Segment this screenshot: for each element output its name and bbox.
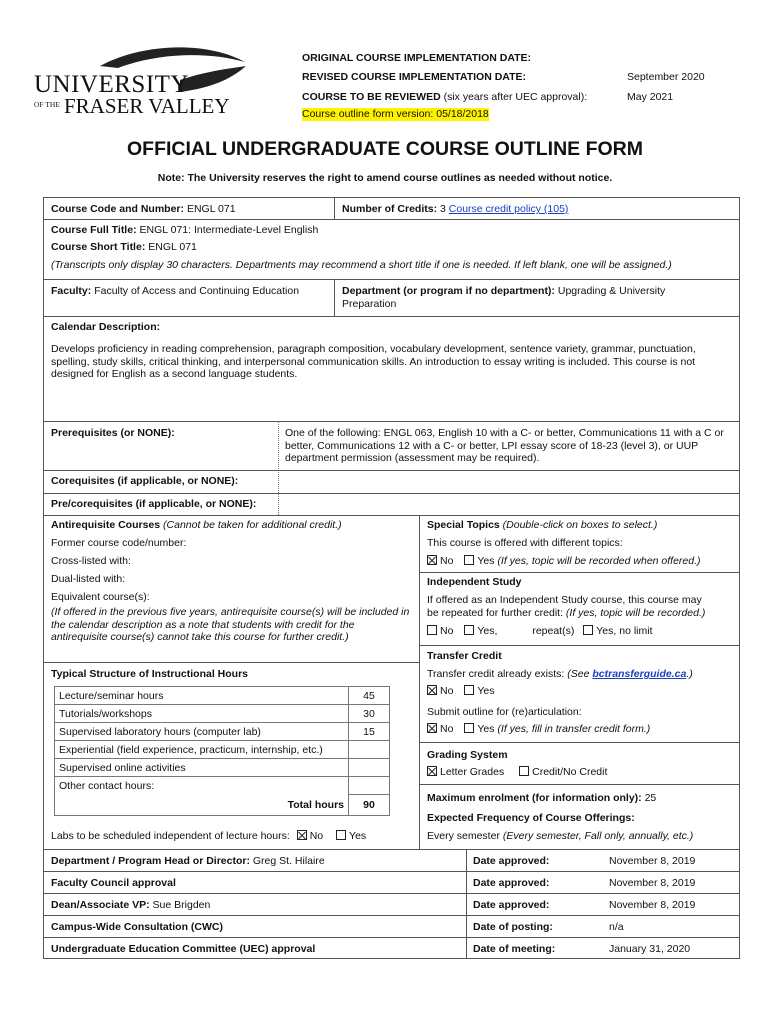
revised-date-label: REVISED COURSE IMPLEMENTATION DATE:	[302, 71, 527, 83]
submit-yes-checkbox[interactable]	[464, 723, 474, 733]
approval-uec: Undergraduate Education Committee (UEC) approval	[51, 943, 316, 955]
review-date-row	[302, 91, 587, 104]
amend-note: Note: The University reserves the right to amend course outlines as needed without notice.	[157, 172, 613, 184]
submit-no-checkbox[interactable]	[427, 723, 437, 733]
transfer-yes-checkbox[interactable]	[464, 685, 474, 695]
coreq-label: Corequisites (if applicable, or NONE):	[51, 475, 239, 487]
antireq-title: Antirequisite Courses (Cannot be taken for additional credit.)	[51, 519, 342, 531]
page-title: OFFICIAL UNDERGRADUATE COURSE OUTLINE FORM	[126, 138, 644, 160]
credit-policy-link[interactable]: Course credit policy (105)	[448, 203, 569, 215]
table-row: Lecture/seminar hours 45	[55, 687, 390, 705]
approval-date-label: Date of posting:	[473, 921, 553, 933]
max-enrolment: Maximum enrolment (for information only): 25	[427, 792, 657, 804]
table-row: Tutorials/workshops 30	[55, 705, 390, 723]
submit-options: No Yes (If yes, fill in transfer credit form.)	[427, 723, 650, 736]
special-topics-question: This course is offered with different topics:	[427, 537, 623, 549]
antireq-cross: Cross-listed with:	[51, 555, 131, 567]
university-logo	[30, 40, 260, 120]
indep-yes-checkbox[interactable]	[464, 625, 474, 635]
antireq-dual: Dual-listed with:	[51, 573, 126, 585]
indep-no-checkbox[interactable]	[427, 625, 437, 635]
approval-cwc: Campus-Wide Consultation (CWC)	[51, 921, 223, 933]
review-label: COURSE TO BE REVIEWED	[302, 91, 441, 103]
logo-of-the: OF THE	[34, 100, 60, 109]
full-title: Course Full Title: ENGL 071: Intermediate-Level English	[51, 224, 319, 236]
approval-date: November 8, 2019	[609, 899, 696, 911]
approval-date-label: Date approved:	[473, 855, 550, 867]
submit-question: Submit outline for (re)articulation:	[427, 706, 582, 718]
frequency-value: Every semester (Every semester, Fall only, annually, etc.)	[427, 830, 694, 842]
transfer-question: Transfer credit already exists: (See bctransferguide.ca.)	[427, 668, 693, 680]
table-row: Supervised laboratory hours (computer lab) 15	[55, 723, 390, 741]
approval-date-label: Date approved:	[473, 877, 550, 889]
faculty: Faculty: Faculty of Access and Continuing Education	[51, 285, 300, 297]
special-topics-title: Special Topics (Double-click on boxes to select.)	[427, 519, 658, 531]
logo-fraser-valley: FRASER VALLEY	[64, 94, 230, 118]
antireq-note: (If offered in the previous five years, antirequisite course(s) will be included in the calendar description as a note that students with credit for the antirequisite course(s) cannot take this course for further credit.)	[51, 606, 410, 643]
grading-title: Grading System	[427, 749, 508, 761]
indep-study-title: Independent Study	[427, 576, 522, 588]
frequency-label: Expected Frequency of Course Offerings:	[427, 812, 635, 824]
credit-no-credit-checkbox[interactable]	[519, 766, 529, 776]
approval-date: n/a	[609, 921, 624, 933]
revised-date-value: September 2020	[627, 71, 705, 83]
course-code: Course Code and Number: ENGL 071	[51, 203, 236, 215]
department: Department (or program if no department): Upgrading & University	[342, 285, 666, 297]
review-note: (six years after UEC approval):	[443, 91, 588, 103]
calendar-description: Develops proficiency in reading comprehension, paragraph composition, vocabulary development, sentence variety, grammar, punctuation, spelling, study skills, critical thinking, and interpersonal communication skills. An introduction to essay writing is included. This course is not designed for English as a second language students.	[51, 343, 696, 380]
transcript-note: (Transcripts only display 30 characters. Departments may recommend a short title if one is needed. If left blank, one will be assigned.)	[51, 259, 672, 271]
approval-dept-head: Department / Program Head or Director: Greg St. Hilaire	[51, 855, 325, 867]
approval-date-label: Date of meeting:	[473, 943, 556, 955]
approval-date-label: Date approved:	[473, 899, 550, 911]
labs-row: Labs to be scheduled independent of lecture hours: No Yes	[51, 830, 367, 842]
approval-faculty-council: Faculty Council approval	[51, 877, 176, 889]
transfer-options: No Yes	[427, 685, 495, 698]
indep-q2: be repeated for further credit: (If yes, topic will be recorded.)	[427, 607, 706, 619]
table-row: Experiential (field experience, practicum, internship, etc.)	[55, 741, 390, 759]
precoreq-label: Pre/corequisites (if applicable, or NONE):	[51, 498, 257, 510]
labs-no-checkbox[interactable]	[297, 830, 307, 840]
table-row: Other contact hours:	[55, 777, 390, 795]
transfer-no-checkbox[interactable]	[427, 685, 437, 695]
special-yes-checkbox[interactable]	[464, 555, 474, 565]
grading-options: Letter Grades Credit/No Credit	[427, 766, 607, 779]
antireq-former: Former course code/number:	[51, 537, 187, 549]
calendar-label: Calendar Description:	[51, 321, 161, 333]
indep-nolimit-checkbox[interactable]	[583, 625, 593, 635]
antireq-equiv: Equivalent course(s):	[51, 591, 150, 603]
table-row: Supervised online activities	[55, 759, 390, 777]
bctransferguide-link[interactable]: bctransferguide.ca	[592, 668, 687, 680]
approval-date: November 8, 2019	[609, 877, 696, 889]
prereq-text: One of the following: ENGL 063, English 10 with a C- or better, Communications 11 with a C or better, Communications 12 with a C- or better, LPI essay score of 18-23 (level 3), or UUP department permission (assessment may be required).	[285, 427, 724, 464]
form-frame	[43, 197, 740, 959]
hours-table	[54, 686, 390, 816]
short-title: Course Short Title: ENGL 071	[51, 241, 197, 253]
transfer-title: Transfer Credit	[427, 650, 502, 662]
special-topics-options: No Yes (If yes, topic will be recorded when offered.)	[427, 555, 701, 568]
approval-date: January 31, 2020	[609, 943, 691, 955]
approval-dean: Dean/Associate VP: Sue Brigden	[51, 899, 211, 911]
labs-yes-checkbox[interactable]	[336, 830, 346, 840]
department-cont: Preparation	[342, 298, 397, 310]
review-date-value: May 2021	[627, 91, 674, 103]
prereq-label: Prerequisites (or NONE):	[51, 427, 175, 439]
special-no-checkbox[interactable]	[427, 555, 437, 565]
credits: Number of Credits: 3 Course credit policy (105)	[342, 203, 569, 215]
original-date-label: ORIGINAL COURSE IMPLEMENTATION DATE:	[302, 52, 532, 64]
indep-q1: If offered as an Independent Study course, this course may	[427, 594, 702, 606]
form-version: Course outline form version: 05/18/2018	[302, 108, 489, 120]
indep-options: No Yes, repeat(s) Yes, no limit	[427, 625, 653, 638]
logo-university: UNIVERSITY	[34, 71, 189, 98]
hours-title: Typical Structure of Instructional Hours	[51, 668, 248, 680]
letter-grades-checkbox[interactable]	[427, 766, 437, 776]
approval-date: November 8, 2019	[609, 855, 696, 867]
total-row: Total hours 90	[55, 795, 390, 816]
